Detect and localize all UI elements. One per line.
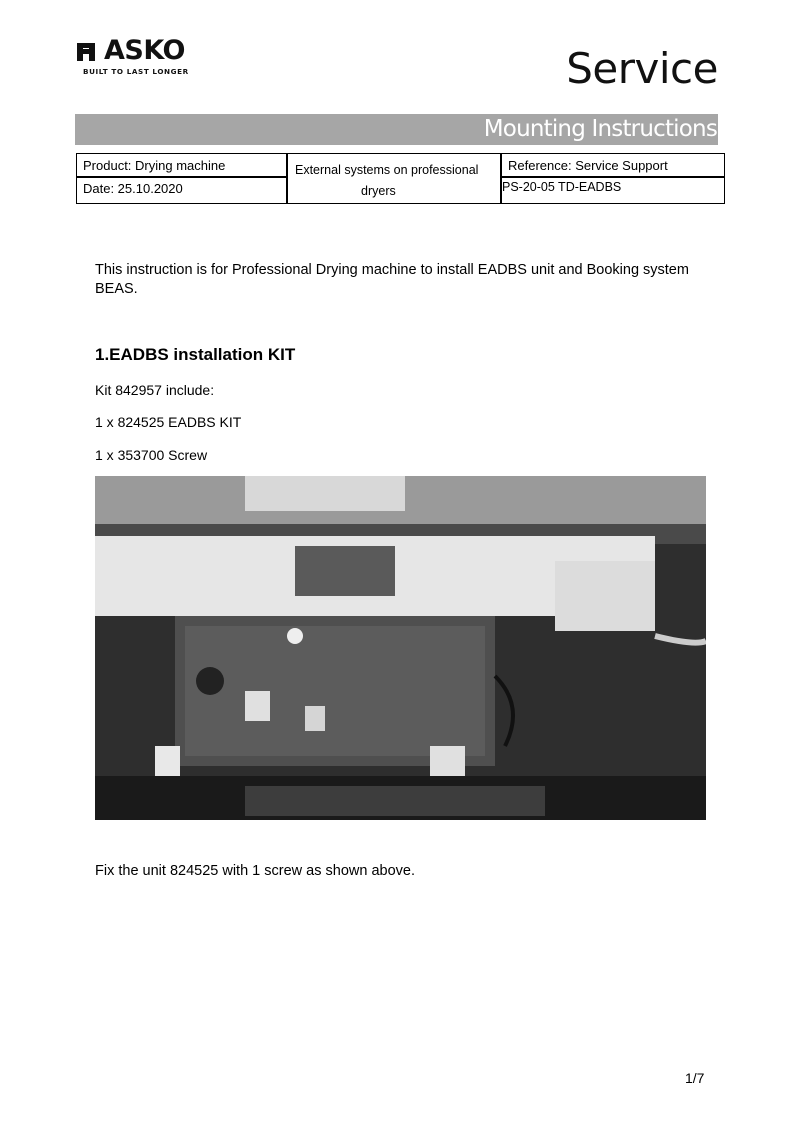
table-divider	[77, 176, 286, 178]
product-cell: Product: Drying machine	[83, 158, 226, 173]
banner-title: Mounting Instructions	[483, 116, 717, 142]
date-cell: Date: 25.10.2020	[83, 181, 183, 196]
kit-item: 1 x 353700 Screw	[95, 447, 208, 463]
page-number: 1/7	[685, 1070, 705, 1086]
circuit-board-photo-icon	[95, 476, 706, 820]
kit-intro: Kit 842957 include:	[95, 382, 215, 398]
section-heading: 1.EADBS installation KIT	[95, 345, 296, 364]
section-banner	[75, 114, 718, 145]
brand-name: ASKO	[104, 35, 186, 66]
subject-cell-line1: External systems on professional	[295, 163, 479, 177]
asko-logo	[75, 35, 205, 80]
document-info-table	[76, 153, 725, 204]
installation-photo	[95, 476, 706, 820]
kit-item: 1 x 824525 EADBS KIT	[95, 414, 242, 430]
intro-paragraph: This instruction is for Professional Drying machine to install EADBS unit and Booking system BEAS.	[95, 262, 689, 297]
document-title: Service	[566, 44, 718, 93]
document-code-cell: PS-20-05 TD-EADBS	[502, 180, 622, 194]
table-divider	[286, 154, 288, 203]
brand-tagline: BUILT TO LAST LONGER	[83, 67, 189, 76]
table-divider	[501, 176, 724, 178]
instruction-text: Fix the unit 824525 with 1 screw as shown above.	[95, 863, 415, 879]
subject-cell-line2: dryers	[361, 184, 396, 198]
reference-cell: Reference: Service Support	[508, 158, 668, 173]
asko-logo-mark-icon	[75, 41, 97, 63]
